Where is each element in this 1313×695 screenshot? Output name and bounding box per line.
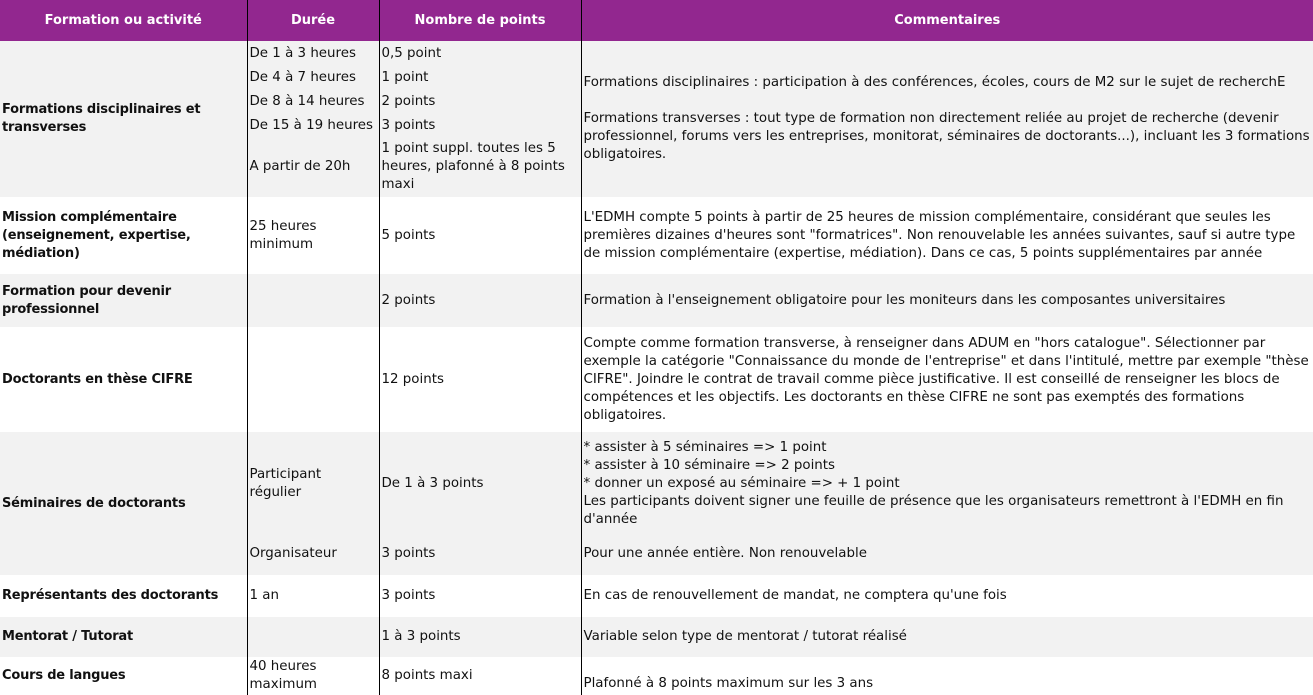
points-cell: 12 points <box>379 327 581 432</box>
comment-line: * assister à 5 séminaires => 1 point <box>583 439 827 455</box>
points-value: 1 point suppl. toutes les 5 heures, plafonné à 8 points maxi <box>381 141 565 192</box>
comment-cell: En cas de renouvellement de mandat, ne comptera qu'une fois <box>581 575 1313 617</box>
comment-line: Les participants doivent signer une feuille de présence que les organisateurs remettront à l'EDMH en fin d'année <box>583 493 1284 527</box>
duration-cell: 1 an <box>247 575 379 617</box>
table-row <box>0 274 1313 327</box>
comment-line: * assister à 10 séminaire => 2 points <box>583 457 836 473</box>
table-row <box>0 617 1313 657</box>
table-row <box>0 197 1313 274</box>
duration-cell <box>247 274 379 327</box>
points-cell <box>379 41 581 197</box>
duration-cell <box>247 432 379 575</box>
duration-cell: 25 heures minimum <box>247 197 379 274</box>
duration-value: Organisateur <box>249 545 337 561</box>
duration-value: De 8 à 14 heures <box>249 94 365 109</box>
comment-cell: Formation à l'enseignement obligatoire pour les moniteurs dans les composantes universitaires <box>581 274 1313 327</box>
points-cell: 8 points maxi <box>379 657 581 695</box>
duration-cell <box>247 617 379 657</box>
duration-value: A partir de 20h <box>249 159 351 174</box>
header-row <box>0 0 1313 41</box>
table-row <box>0 657 1313 695</box>
activity-cell: Mission complémentaire (enseignement, expertise, médiation) <box>0 197 247 274</box>
table-row <box>0 432 1313 575</box>
comment-cell: Variable selon type de mentorat / tutorat réalisé <box>581 617 1313 657</box>
comment-paragraph: Formations disciplinaires : participation à des conférences, écoles, cours de M2 sur le sujet de recherchE <box>583 75 1286 90</box>
comment-cell <box>581 41 1313 197</box>
duration-cell: 40 heures maximum <box>247 657 379 695</box>
activity-cell: Formation pour devenir professionnel <box>0 274 247 327</box>
table-row <box>0 575 1313 617</box>
points-value: 3 points <box>381 118 436 133</box>
points-cell: 3 points <box>379 575 581 617</box>
header-comments: Commentaires <box>581 0 1313 41</box>
table-row <box>0 41 1313 197</box>
activity-cell: Cours de langues <box>0 657 247 695</box>
header-points: Nombre de points <box>379 0 581 41</box>
activity-cell: Représentants des doctorants <box>0 575 247 617</box>
points-cell: 2 points <box>379 274 581 327</box>
comment-cell: Compte comme formation transverse, à renseigner dans ADUM en "hors catalogue". Sélectionner par exemple la catégorie "Connaissance du monde de l'entreprise" et dans l'intitulé, mettre par exemple "thèse CIFRE". Joindre le contrat de travail comme pièce justificative. Il est conseillé de renseigner les blocs de compétences et les objectifs. Les doctorants en thèse CIFRE ne sont pas exemptés des formations obligatoires. <box>581 327 1313 432</box>
points-value: 2 points <box>381 94 436 109</box>
comment-line: * donner un exposé au séminaire => + 1 point <box>583 475 900 491</box>
duration-value: De 4 à 7 heures <box>249 70 356 85</box>
points-cell <box>379 432 581 575</box>
duration-cell <box>247 327 379 432</box>
activity-cell: Séminaires de doctorants <box>0 432 247 575</box>
comment-cell: Plafonné à 8 points maximum sur les 3 ans <box>581 657 1313 695</box>
points-value: 1 point <box>381 70 429 85</box>
points-value: De 1 à 3 points <box>381 475 484 491</box>
points-value: 3 points <box>381 545 436 561</box>
header-duration: Durée <box>247 0 379 41</box>
comment-cell <box>581 432 1313 575</box>
points-cell: 1 à 3 points <box>379 617 581 657</box>
activity-cell: Formations disciplinaires et transverses <box>0 41 247 197</box>
duration-value: Participant régulier <box>249 466 322 500</box>
duration-value: De 15 à 19 heures <box>249 118 373 133</box>
points-value: 0,5 point <box>381 46 442 61</box>
table-row <box>0 327 1313 432</box>
comment-line: Pour une année entière. Non renouvelable <box>583 545 867 561</box>
comment-paragraph: Formations transverses : tout type de formation non directement reliée au projet de recherche (devenir professionnel, forums vers les entreprises, monitorat, séminaires de doctorants...), incluant les 3 formations obligatoires. <box>583 111 1310 162</box>
activity-cell: Mentorat / Tutorat <box>0 617 247 657</box>
header-activity: Formation ou activité <box>0 0 247 41</box>
duration-cell <box>247 41 379 197</box>
activity-cell: Doctorants en thèse CIFRE <box>0 327 247 432</box>
points-cell: 5 points <box>379 197 581 274</box>
comment-cell: L'EDMH compte 5 points à partir de 25 heures de mission complémentaire, considérant que seules les premières dizaines d'heures sont "formatrices". Non renouvelable les années suivantes, sauf si autre type de mission complémentaire (expertise, médiation). Dans ce cas, 5 points supplémentaires par année <box>581 197 1313 274</box>
duration-value: De 1 à 3 heures <box>249 46 356 61</box>
